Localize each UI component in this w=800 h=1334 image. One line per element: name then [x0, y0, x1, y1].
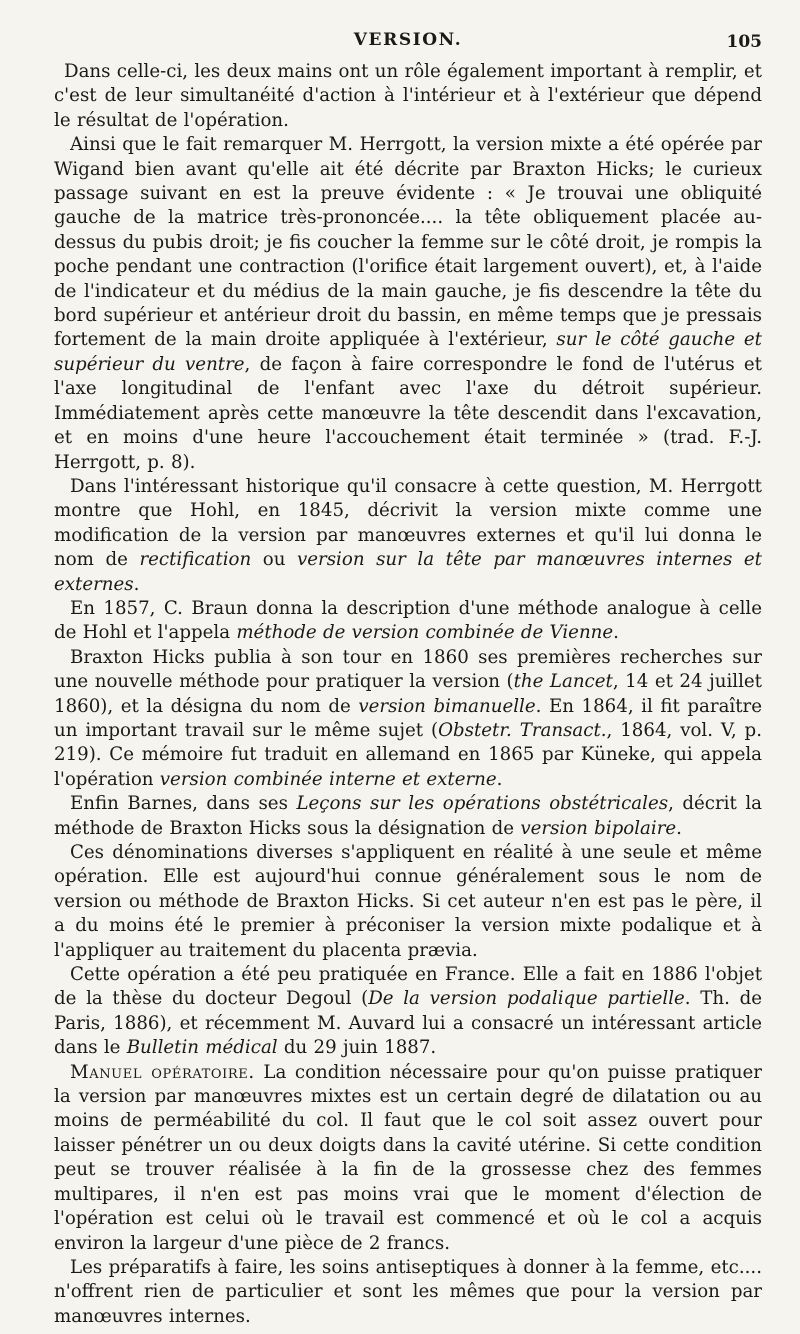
text-run: , décrit la méthode de Braxton Hicks sous la désignation de	[54, 793, 762, 839]
text-run: La condition nécessaire pour qu'on puisse pratiquer la version par manœuvres mixtes est un certain degré de dilatation ou au moins de perméabilité du col. Il faut que le col soit assez ouvert pour laisser pénétrer un ou deux doigts dans la cavité utérine. Si cette condition peut se trouver réalisée à la fin de la grossesse chez des femmes multipares, il n'en est pas moins vrai que le moment d'élection de l'opération est celui où le travail est commencé et où le col a acquis environ la largeur d'une pièce de 2 francs.	[54, 1061, 762, 1254]
paragraph	[54, 963, 762, 1061]
paragraph	[54, 1061, 762, 1256]
paragraph	[54, 60, 762, 133]
text-run: .	[133, 573, 140, 595]
paragraph	[54, 133, 762, 475]
italic-text: Bulletin médical	[126, 1037, 278, 1059]
italic-text: sur le côté gauche et supérieur du ventre	[54, 329, 762, 375]
italic-text: méthode de version combinée de Vienne	[236, 622, 614, 644]
paragraph	[54, 597, 762, 646]
text-run: En 1857, C. Braun donna la description d'une méthode analogue à celle de Hohl et l'appela	[54, 597, 762, 644]
italic-text: the Lancet	[513, 671, 613, 693]
text-run: Ces dénominations diverses s'appliquent en réalité à une seule et même opération. Elle est aujourd'hui connue généralement sous le nom de version ou méthode de Braxton Hicks. Si cet auteur n'en est pas le père, il a du moins été le premier à préconiser la version mixte podalique et à l'appliquer au traitement du placenta prævia.	[54, 842, 762, 961]
body-text	[54, 60, 762, 1329]
paragraph	[54, 792, 762, 841]
text-run: , 1864, vol. V, p. 219). Ce mémoire fut traduit en allemand en 1865 par Küneke, qui appela l'opération	[54, 719, 762, 790]
italic-text: version sur la tête par manœuvres internes et externes	[54, 549, 762, 595]
text-run: Dans l'intéressant historique qu'il consacre à cette question, M. Herrgott montre que Hohl, en 1845, décrivit la version mixte comme une modification de la version par manœuvres externes et qu'il lui donna le nom de	[54, 475, 762, 571]
italic-text: version bimanuelle	[358, 695, 536, 717]
text-run: Les préparatifs à faire, les soins antiseptiques à donner à la femme, etc.... n'offrent rien de particulier et sont les mêmes que pour la version par manœuvres internes.	[54, 1256, 762, 1327]
section-heading: Manuel opératoire.	[70, 1061, 255, 1083]
text-run: Dans celle-ci, les deux mains ont un rôle également important à remplir, et c'est de leur simultanéité d'action à l'intérieur et à l'extérieur que dépend le résultat de l'opération.	[54, 61, 762, 131]
text-run: .	[676, 817, 682, 839]
paragraph	[54, 1256, 762, 1329]
italic-text: version combinée interne et externe	[159, 768, 497, 790]
page-number: 105	[726, 32, 762, 52]
text-run: ou	[251, 549, 297, 571]
paragraph	[54, 646, 762, 792]
text-run: . Th. de Paris, 1886), et récemment M. Auvard lui a consacré un intéressant article dans le	[54, 988, 762, 1059]
page-header	[54, 26, 762, 60]
italic-text: rectification	[139, 549, 252, 571]
running-head: VERSION.	[353, 30, 463, 50]
paragraph	[54, 475, 762, 597]
paragraph	[54, 841, 762, 963]
italic-text: Obstetr. Transact.	[438, 719, 607, 741]
italic-text: De la version podalique partielle	[368, 988, 685, 1010]
text-run: .	[496, 768, 503, 790]
text-run: du 29 juin 1887.	[277, 1037, 437, 1059]
text-run: Cette opération a été peu pratiquée en France. Elle a fait en 1886 l'objet de la thèse du docteur Degoul (	[54, 964, 762, 1010]
italic-text: Leçons sur les opérations obstétricales	[296, 793, 669, 815]
text-run: . En 1864, il fit paraître un important travail sur le même sujet (	[54, 695, 762, 741]
text-run: Braxton Hicks publia à son tour en 1860 ses premières recherches sur une nouvelle méthode pour pratiquer la version (	[54, 646, 762, 693]
italic-text: version bipolaire	[520, 817, 677, 839]
text-run: Enfin Barnes, dans ses	[70, 793, 297, 815]
text-run: , 14 et 24 juillet 1860), et la désigna du nom de	[54, 671, 762, 717]
text-run: .	[613, 622, 619, 644]
text-run: Ainsi que le fait remarquer M. Herrgott, la version mixte a été opérée par Wigand bien avant qu'elle ait été décrite par Braxton Hicks; le curieux passage suivant en est la preuve évidente : « Je trouvai une obliquité gauche de la matrice très-prononcée.... la tête obliquement placée au-dessus du pubis droit; je fis coucher la femme sur le côté droit, je rompis la poche pendant une contraction (l'orifice était largement ouvert), et, à l'aide de l'indicateur et du médius de la main gauche, je fis descendre la tête du bord supérieur et antérieur droit du bassin, en même temps que je pressais fortement de la main droite appliquée à l'extérieur,	[54, 134, 762, 351]
text-run: , de façon à faire correspondre le fond de l'utérus et l'axe longitudinal de l'enfant avec l'axe du détroit supérieur. Immédiatement après cette manœuvre la tête descendit dans l'excavation, et en moins d'une heure l'accouchement était terminée » (trad. F.-J. Herrgott, p. 8).	[54, 353, 762, 473]
